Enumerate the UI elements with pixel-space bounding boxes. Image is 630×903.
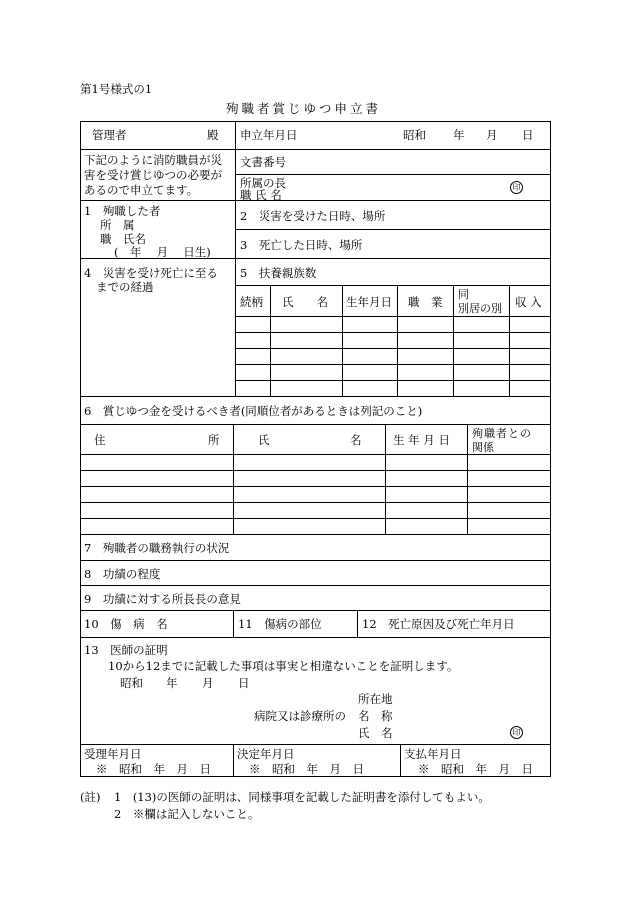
cert-era: 昭和 [120, 676, 143, 690]
rule [235, 121, 236, 396]
application-month: 月 [486, 128, 498, 142]
rule [235, 316, 551, 317]
section-3-label: 3 死亡した日時、場所 [240, 238, 363, 252]
form-number: 第1号様式の1 [80, 82, 153, 96]
col-address-1: 住 [94, 433, 106, 447]
cert-year: 年 [166, 676, 178, 690]
note-1: 1 (13)の医師の証明は、同様事項を記載した証明書を添付してもよい。 [114, 790, 490, 804]
position-name-label: 職 氏名 [100, 232, 146, 246]
rule [453, 285, 454, 396]
rule [80, 610, 551, 611]
rule [80, 424, 551, 425]
col-occupation: 職 業 [408, 295, 443, 309]
certification-statement: 10から12までに記載した事項は事実と相違ないことを証明します。 [108, 659, 459, 673]
section-1-label: 1 殉職した者 [84, 204, 161, 218]
application-era: 昭和 [403, 128, 426, 142]
rule [235, 380, 551, 381]
affiliation-label: 所 属 [100, 218, 135, 232]
section-5-label: 5 扶養親族数 [240, 266, 317, 280]
col-relationship: 続柄 [240, 295, 263, 309]
intro-text-3: あるので申立てます。 [84, 183, 199, 197]
paid-date-label: 支払年月日 [404, 747, 462, 761]
note-2: 2 ※欄は記入しないこと。 [114, 807, 260, 821]
intro-text-1: 下記のように消防職員が災 [84, 153, 222, 167]
form-title: 殉職者賞じゆつ申立書 [226, 101, 382, 116]
rule [270, 285, 271, 396]
rule [233, 610, 234, 637]
section-10-label: 10 傷 病 名 [84, 617, 168, 631]
rule [235, 332, 551, 333]
rule [509, 285, 510, 396]
decided-date-label: 決定年月日 [237, 747, 295, 761]
seal-mark: 印 [510, 181, 523, 194]
paid-date-blank: ※ 昭和 年 月 日 [418, 762, 533, 776]
rule [80, 396, 551, 397]
rule [80, 502, 551, 503]
rule [233, 424, 234, 534]
chief-label: 所属の長 [240, 176, 286, 190]
notes-prefix: (註) [80, 790, 101, 804]
application-day: 日 [522, 128, 534, 142]
cert-day: 日 [238, 676, 250, 690]
rule [80, 149, 551, 150]
rule [400, 744, 401, 777]
hospital-label: 病院又は診療所の [254, 709, 346, 723]
rule [80, 454, 551, 455]
rule [467, 424, 468, 534]
rule [80, 534, 551, 535]
section-2-label: 2 災害を受けた日時、場所 [240, 209, 386, 223]
rule [235, 364, 551, 365]
section-4-label-2: までの経過 [96, 280, 154, 294]
hospital-name-label: 名 称 [358, 709, 393, 723]
application-date-label: 申立年月日 [240, 128, 298, 142]
intro-text-2: 害を受け賞じゆつの必要が [84, 168, 222, 182]
received-date-label: 受理年月日 [84, 747, 142, 761]
rule [80, 518, 551, 519]
cert-month: 月 [202, 676, 214, 690]
received-date-blank: ※ 昭和 年 月 日 [96, 762, 211, 776]
chief-name-label: 職 氏 名 [240, 188, 282, 202]
rule [80, 637, 551, 638]
application-year: 年 [453, 128, 465, 142]
col-birthdate: 生年月日 [346, 295, 392, 309]
doctor-seal-mark: 印 [510, 726, 523, 739]
rule [235, 348, 551, 349]
col-relation-2: 関係 [472, 441, 494, 454]
decided-date-blank: ※ 昭和 年 月 日 [249, 762, 364, 776]
rule [80, 486, 551, 487]
doctor-name-label: 氏 名 [358, 726, 393, 740]
section-4-label-1: 4 災害を受け死亡に至る [84, 266, 218, 280]
birth-date-label: ( 年 月 日生) [114, 245, 211, 259]
rule [233, 744, 234, 777]
rule [397, 285, 398, 396]
document-number-label: 文書番号 [240, 155, 286, 169]
col-recipient-name-2: 名 [350, 433, 362, 447]
col-recipient-name-1: 氏 [258, 433, 270, 447]
col-name: 氏 名 [282, 295, 328, 309]
admin-suffix: 殿 [207, 128, 219, 142]
col-income: 収 入 [515, 295, 542, 309]
rule [80, 200, 551, 201]
section-6-label: 6 賞じゆつ金を受けるべき者(同順位者があるときは列記のこと) [84, 404, 423, 418]
rule [357, 610, 358, 637]
admin-label: 管理者 [92, 128, 127, 142]
rule [342, 285, 343, 396]
col-address-2: 所 [208, 433, 220, 447]
rule [80, 560, 551, 561]
section-11-label: 11 傷病の部位 [238, 617, 322, 631]
rule [385, 424, 386, 534]
col-relation-1: 殉職者との [472, 427, 532, 440]
section-7-label: 7 殉職者の職務執行の状況 [84, 541, 230, 555]
rule [80, 744, 551, 745]
col-cohab-1: 同 [458, 288, 469, 301]
col-recipient-birth: 生 年 月 日 [393, 433, 450, 447]
rule [80, 470, 551, 471]
section-8-label: 8 功績の程度 [84, 567, 161, 581]
rule [235, 285, 551, 286]
hospital-location-label: 所在地 [358, 692, 393, 706]
section-13-label: 13 医師の証明 [84, 643, 168, 657]
rule [235, 229, 551, 230]
rule [80, 585, 551, 586]
section-9-label: 9 功績に対する所長長の意見 [84, 592, 241, 606]
rule [235, 174, 551, 175]
section-12-label: 12 死亡原因及び死亡年月日 [362, 617, 515, 631]
col-cohab-2: 別居の別 [458, 302, 502, 315]
